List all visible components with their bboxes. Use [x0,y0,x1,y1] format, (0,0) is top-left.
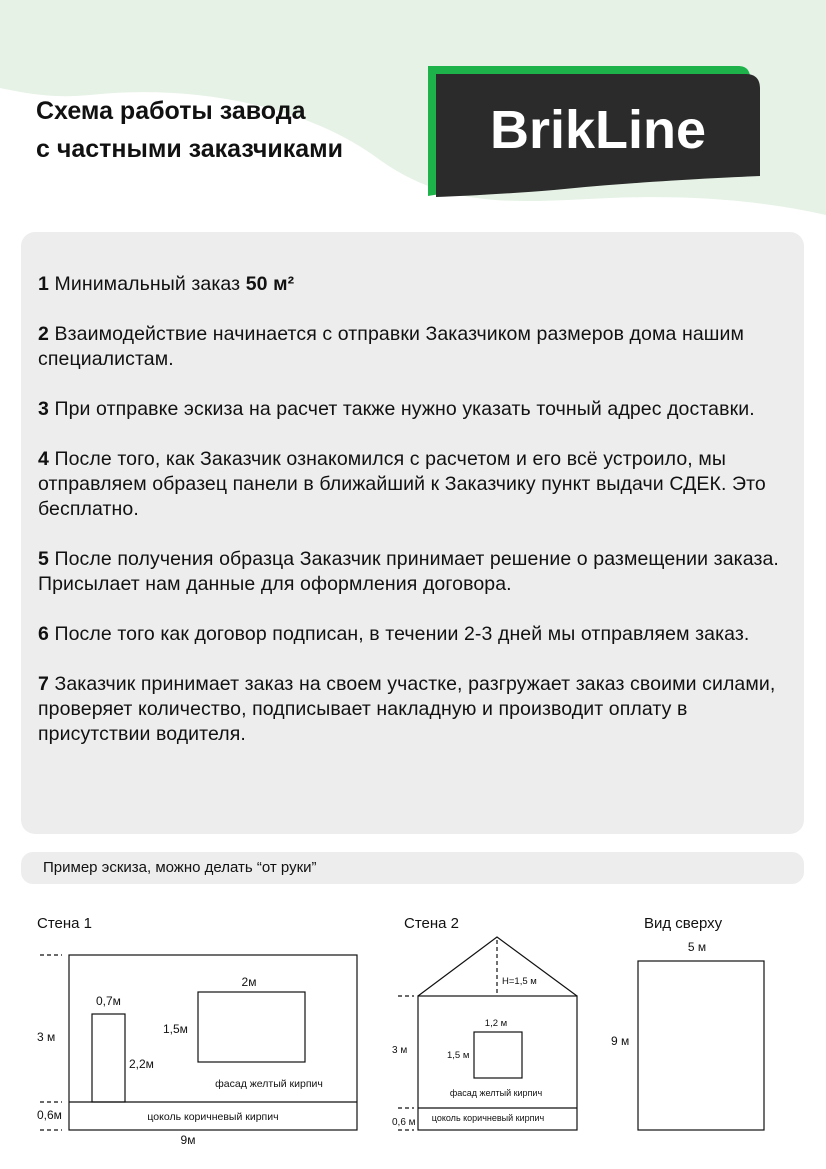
logo-text: BrikLine [489,100,707,160]
wall1-label: Стена 1 [37,915,93,932]
wall2-roof [418,937,577,996]
step-item [38,447,798,522]
step-text: Заказчик принимает заказ на своем участке, разгружает заказ своими силами, проверяет количество, подписывает накладную и производит оплату в присутствии водителя. [38,673,776,745]
sketch-caption-bar [21,852,804,884]
step-text: Взаимодействие начинается с отправки Заказчиком размеров дома нашим специалистам. [38,323,745,370]
wall2-window [474,1032,522,1078]
page-title-line-1: Схема работы завода [36,97,306,125]
wall2-facade: фасад желтый кирпич [449,1088,543,1098]
wall2-plinth: 0,6 м [392,1117,416,1128]
step-number: 1 [38,273,49,295]
step-item [38,397,798,422]
wall2-roof-height: H=1,5 м [502,976,537,987]
wall2-window-height: 1,5 м [447,1050,470,1061]
step-text: После того как договор подписан, в течении 2-3 дней мы отправляем заказ. [54,623,750,645]
brikline-logo [424,66,764,198]
step-number: 3 [38,398,49,420]
step-text: После получения образца Заказчик принимает решение о размещении заказа. Присылает нам данные для оформления договора. [38,548,779,595]
wall1-width: 9м [180,1133,196,1147]
steps-list [38,272,798,772]
page-title [36,92,343,168]
step-text: При отправке эскиза на расчет также нужно указать точный адрес доставки. [54,398,755,420]
step-item [38,322,798,372]
wall2-height: 3 м [392,1045,408,1056]
wall2-dims [398,996,414,1130]
step-number: 4 [38,448,49,470]
step-number: 2 [38,323,49,345]
top-view-length: 9 м [611,1034,630,1048]
step-text: После того, как Заказчик ознакомился с расчетом и его всё устроило, мы отправляем образец панели в ближайший к Заказчику пункт выдачи СДЕК. Это бесплатно. [38,448,766,520]
top-view-width: 5 м [687,940,707,954]
wall1-window [198,992,305,1062]
step-item [38,547,798,597]
wall2-window-width: 1,2 м [484,1018,508,1029]
wall1-window-width: 2м [241,975,257,989]
wall1-plinth: 0,6м [37,1108,62,1122]
wall1-window-height: 1,5м [163,1022,188,1036]
wall1-height: 3 м [37,1030,56,1044]
step-text: Минимальный заказ [54,273,246,295]
step-number: 7 [38,673,49,695]
wall2-outline [418,996,577,1130]
page-title-line-2: с частными заказчиками [36,135,344,163]
step-item [38,672,798,747]
wall1-outline [69,955,357,1130]
wall2-label: Стена 2 [404,915,460,932]
step-item [38,272,798,297]
wall1-facade: фасад желтый кирпич [215,1078,323,1090]
wall2-base: цоколь коричневый кирпич [431,1113,545,1123]
wall1-door-width: 0,7м [96,994,121,1008]
sketch-drawings [0,890,826,1160]
wall1-base: цоколь коричневый кирпич [147,1111,279,1123]
step-item [38,622,798,647]
top-view-label: Вид сверху [644,915,723,932]
step-number: 6 [38,623,49,645]
sketch-caption: Пример эскиза, можно делать “от руки” [43,859,317,876]
step-bold-value: 50 м² [245,273,295,295]
wall1-door [92,1014,125,1102]
wall1-door-height: 2,2м [129,1057,154,1071]
top-view-outline [638,961,764,1130]
step-number: 5 [38,548,49,570]
